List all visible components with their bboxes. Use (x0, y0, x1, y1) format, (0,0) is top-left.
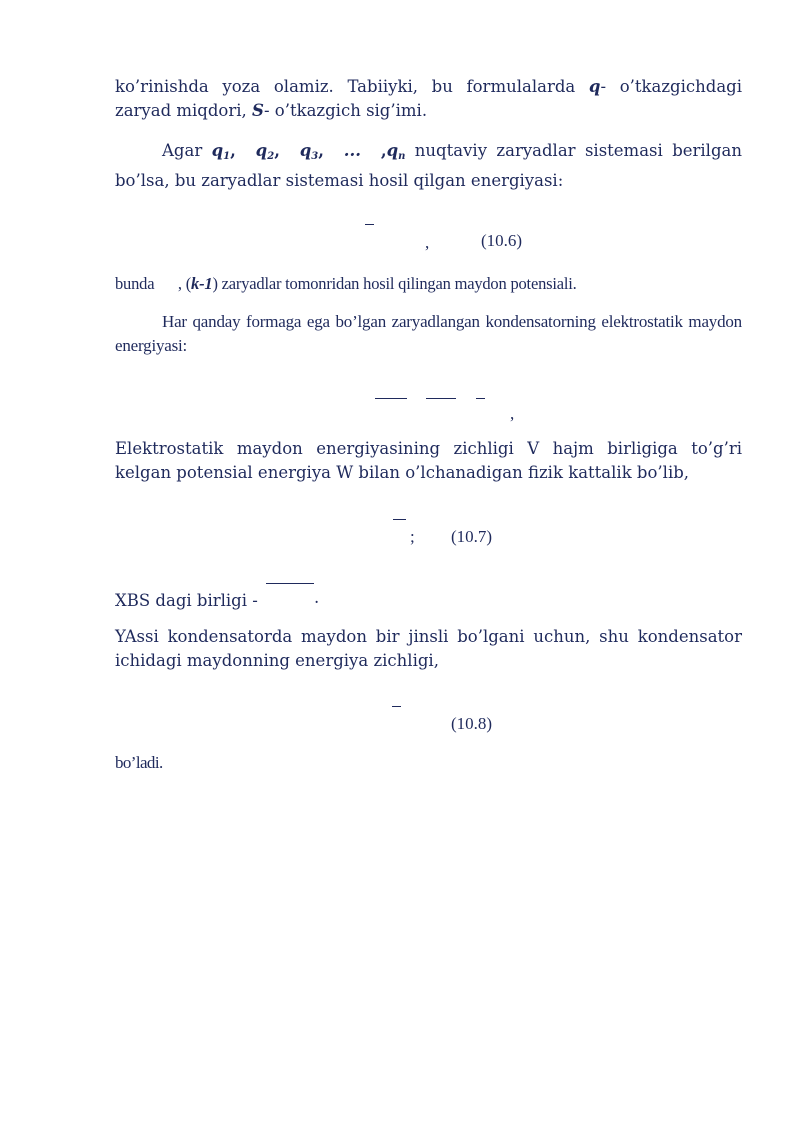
paragraph-3 (115, 272, 742, 296)
paragraph-4: Har qanday formaga ega bo’lgan zaryadlangan kondensatorning elektrostatik maydon energiyasi: (115, 312, 742, 355)
p2-var-qn: q (386, 141, 399, 160)
paragraph-7: YAssi kondensatorda maydon bir jinsli bo’lgani uchun, shu kondensator ichidagi maydonning energiya zichligi, (115, 627, 742, 670)
p2-var-q3: q (299, 141, 312, 160)
eq107-separator: ; (410, 527, 415, 546)
p1-text-3: - o’tkazgich sig’imi. (263, 101, 428, 120)
eq-cap-separator: , (510, 404, 515, 423)
p1-var-s: S (252, 101, 264, 120)
eq107-label: (10.7) (451, 527, 493, 546)
p2-sub-1: 1 (223, 151, 231, 162)
p1-var-q: q (588, 77, 601, 96)
eq106-label: (10.6) (481, 231, 523, 250)
paragraph-6 (115, 589, 258, 613)
p3-text-2: , ( (177, 274, 192, 293)
paragraph-2: Agar $q_1$, $q_2$, $q_3$, ... $,q_n$ nuqtaviy zaryadlar sistemasi berilgan bo’lsa, bu zaryadlar sistemasi hosil qilgan energiyasi: (115, 141, 742, 190)
p2-var-q2: q (255, 141, 268, 160)
p2-text-2: nuqtaviy zaryadlar sistemasi berilgan bo’lsa, bu zaryadlar sistemasi hosil qilgan energiyasi: (115, 141, 742, 190)
p2-var-q1: q (211, 141, 224, 160)
paragraph-1 (115, 75, 742, 123)
eq-cap-fraction-bar-3 (476, 398, 485, 399)
eq108-fraction-bar (392, 706, 401, 707)
p2-dots: ... (343, 141, 362, 160)
p1-text-1: ko’rinishda yoza olamiz. Tabiiyki, bu formulalarda (115, 77, 589, 96)
eq107-fraction-bar (393, 519, 406, 520)
p6-dot: . (314, 588, 320, 607)
p3-text-1: bunda (115, 274, 155, 293)
eq-cap-fraction-bar-2 (426, 398, 456, 399)
p2-sub-3: 3 (311, 151, 319, 162)
eq106-separator: , (425, 233, 430, 252)
p2-text-1: Agar (162, 141, 212, 160)
paragraph-8: bo’ladi. (115, 753, 163, 772)
p3-text-3: ) zaryadlar tomonridan hosil qilingan maydon potensiali. (212, 274, 577, 293)
paragraph-5: Elektrostatik maydon energiyasining zichligi V hajm birligiga to’g’ri kelgan potensial energiya W bilan o’lchanadigan fizik kattalik bo’lib, (115, 439, 742, 482)
p3-var-k: k-1 (191, 274, 213, 293)
p2-sub-2: 2 (267, 151, 275, 162)
unit-fraction-bar (266, 583, 314, 584)
eq106-fraction-bar (365, 224, 374, 225)
p2-sub-n: n (398, 151, 406, 162)
eq-cap-fraction-bar-1 (375, 398, 407, 399)
p6-text: XBS dagi birligi - (115, 591, 258, 610)
eq108-label: (10.8) (451, 714, 493, 733)
p1-text-2: - o’tkazgichdagi zaryad miqdori, (115, 77, 743, 120)
